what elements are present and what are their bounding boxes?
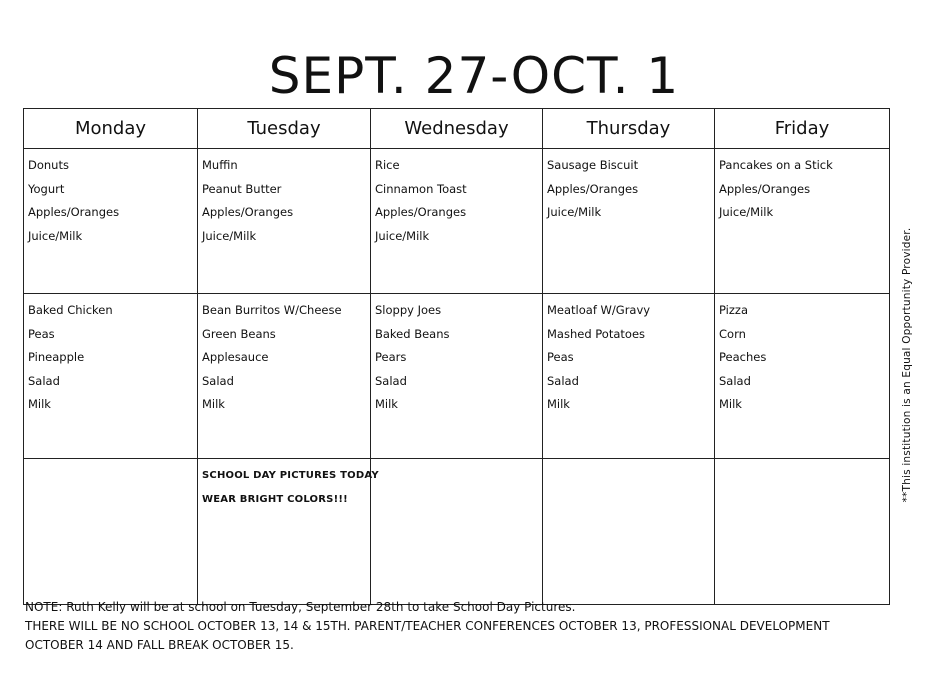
lunch-tuesday — [198, 294, 371, 459]
notes-friday — [715, 459, 890, 605]
day-header-tuesday: Tuesday — [198, 109, 371, 149]
menu-item: Peas — [28, 326, 55, 341]
note-line: OCTOBER 14 AND FALL BREAK OCTOBER 15. — [25, 638, 294, 652]
menu-item: Milk — [375, 397, 398, 412]
menu-item: Salad — [719, 373, 751, 388]
menu-item: Apples/Oranges — [719, 181, 811, 196]
menu-item: Peanut Butter — [202, 181, 282, 196]
picture-day-notice: SCHOOL DAY PICTURES TODAY — [202, 470, 379, 481]
menu-item: Juice/Milk — [375, 228, 430, 243]
menu-item: Apples/Oranges — [202, 205, 294, 220]
menu-item: Donuts — [28, 158, 69, 172]
menu-item: Sloppy Joes — [375, 303, 442, 317]
menu-item: Salad — [202, 373, 234, 388]
footer-note — [25, 598, 925, 655]
menu-item: Pineapple — [28, 350, 85, 365]
note-line: NOTE: Ruth Kelly will be at school on Tuesday, September 28th to take School Day Pictures. — [25, 600, 576, 614]
menu-item: Peaches — [719, 350, 767, 365]
menu-item: Baked Chicken — [28, 303, 113, 317]
lunch-wednesday — [371, 294, 543, 459]
menu-item: Juice/Milk — [547, 205, 602, 220]
breakfast-row — [24, 149, 890, 294]
menu-item: Corn — [719, 326, 746, 341]
notes-monday — [24, 459, 198, 605]
menu-item: Applesauce — [202, 350, 269, 365]
notes-thursday — [543, 459, 715, 605]
day-header-monday: Monday — [24, 109, 198, 149]
menu-item: Yogurt — [28, 181, 65, 196]
breakfast-tuesday — [198, 149, 371, 294]
menu-item: Baked Beans — [375, 326, 450, 341]
lunch-row — [24, 294, 890, 459]
menu-item: Peas — [547, 350, 574, 365]
day-header-friday: Friday — [715, 109, 890, 149]
menu-item: Juice/Milk — [28, 228, 83, 243]
menu-item: Juice/Milk — [719, 205, 774, 220]
lunch-friday — [715, 294, 890, 459]
menu-item: Pizza — [719, 303, 748, 317]
menu-item: Salad — [28, 373, 60, 388]
menu-title: SEPT. 27-OCT. 1 — [268, 47, 680, 105]
menu-item: Pancakes on a Stick — [719, 158, 833, 172]
menu-item: Milk — [28, 397, 51, 412]
menu-item: Salad — [375, 373, 407, 388]
lunch-monday — [24, 294, 198, 459]
menu-item: Mashed Potatoes — [547, 326, 646, 341]
menu-item: Salad — [547, 373, 579, 388]
equal-opportunity-statement: **This institution is an Equal Opportunity Provider. — [901, 227, 913, 503]
menu-item: Milk — [719, 397, 742, 412]
day-header-row — [24, 109, 890, 149]
menu-item: Sausage Biscuit — [547, 158, 639, 172]
menu-item: Pears — [375, 350, 407, 365]
menu-item: Apples/Oranges — [375, 205, 467, 220]
menu-item: Apples/Oranges — [547, 181, 639, 196]
notes-wednesday — [371, 459, 543, 605]
breakfast-thursday — [543, 149, 715, 294]
day-header-wednesday: Wednesday — [371, 109, 543, 149]
bright-colors-notice: WEAR BRIGHT COLORS!!! — [202, 494, 348, 505]
menu-item: Cinnamon Toast — [375, 181, 467, 196]
notes-tuesday — [198, 459, 379, 605]
menu-item: Milk — [202, 397, 225, 412]
menu-item: Juice/Milk — [202, 228, 257, 243]
breakfast-monday — [24, 149, 198, 294]
menu-item: Milk — [547, 397, 570, 412]
day-header-thursday: Thursday — [543, 109, 715, 149]
note-line: THERE WILL BE NO SCHOOL OCTOBER 13, 14 & 15TH. PARENT/TEACHER CONFERENCES OCTOBER 13, PROFESSIONAL DEVELOPMENT — [25, 619, 830, 633]
menu-item: Meatloaf W/Gravy — [547, 303, 651, 317]
lunch-thursday — [543, 294, 715, 459]
menu-item: Muffin — [202, 158, 238, 172]
menu-table — [23, 108, 890, 605]
breakfast-wednesday — [371, 149, 543, 294]
menu-item: Bean Burritos W/Cheese — [202, 303, 342, 317]
breakfast-friday — [715, 149, 890, 294]
menu-item: Rice — [375, 158, 400, 172]
notes-row — [24, 459, 890, 605]
menu-item: Apples/Oranges — [28, 205, 120, 220]
menu-item: Green Beans — [202, 326, 276, 341]
